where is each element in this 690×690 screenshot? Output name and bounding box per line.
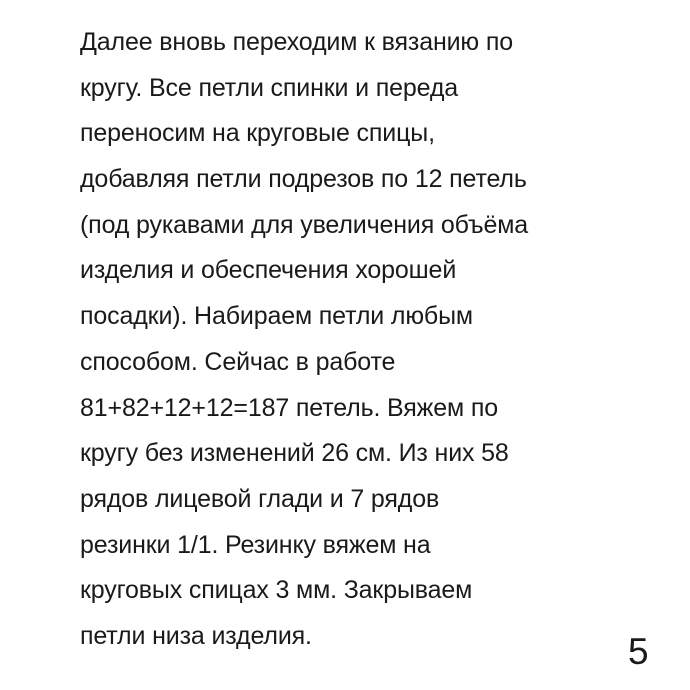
- text-line: переносим на круговые спицы,: [80, 119, 435, 148]
- text-line: кругу. Все петли спинки и переда: [80, 73, 459, 102]
- text-line: способом. Сейчас в работе: [80, 347, 396, 376]
- text-line: кругу без изменений 26 см. Из них 58: [80, 439, 509, 468]
- text-line: Далее вновь переходим к вязанию по: [80, 28, 513, 56]
- body-text: [80, 20, 680, 660]
- text-line: посадки). Набираем петли любым: [80, 302, 473, 331]
- text-line: резинки 1/1. Резинку вяжем на: [80, 530, 431, 559]
- page-number: 5: [628, 631, 649, 672]
- text-line: (под рукавами для увеличения объёма: [80, 210, 528, 239]
- text-line: рядов лицевой глади и 7 рядов: [80, 484, 440, 513]
- text-line: петли низа изделия.: [80, 621, 312, 650]
- text-line: добавляя петли подрезов по 12 петель: [80, 165, 527, 194]
- text-line: круговых спицах 3 мм. Закрываем: [80, 576, 473, 605]
- text-line: изделия и обеспечения хорошей: [80, 256, 457, 285]
- text-line: 81+82+12+12=187 петель. Вяжем по: [80, 393, 498, 422]
